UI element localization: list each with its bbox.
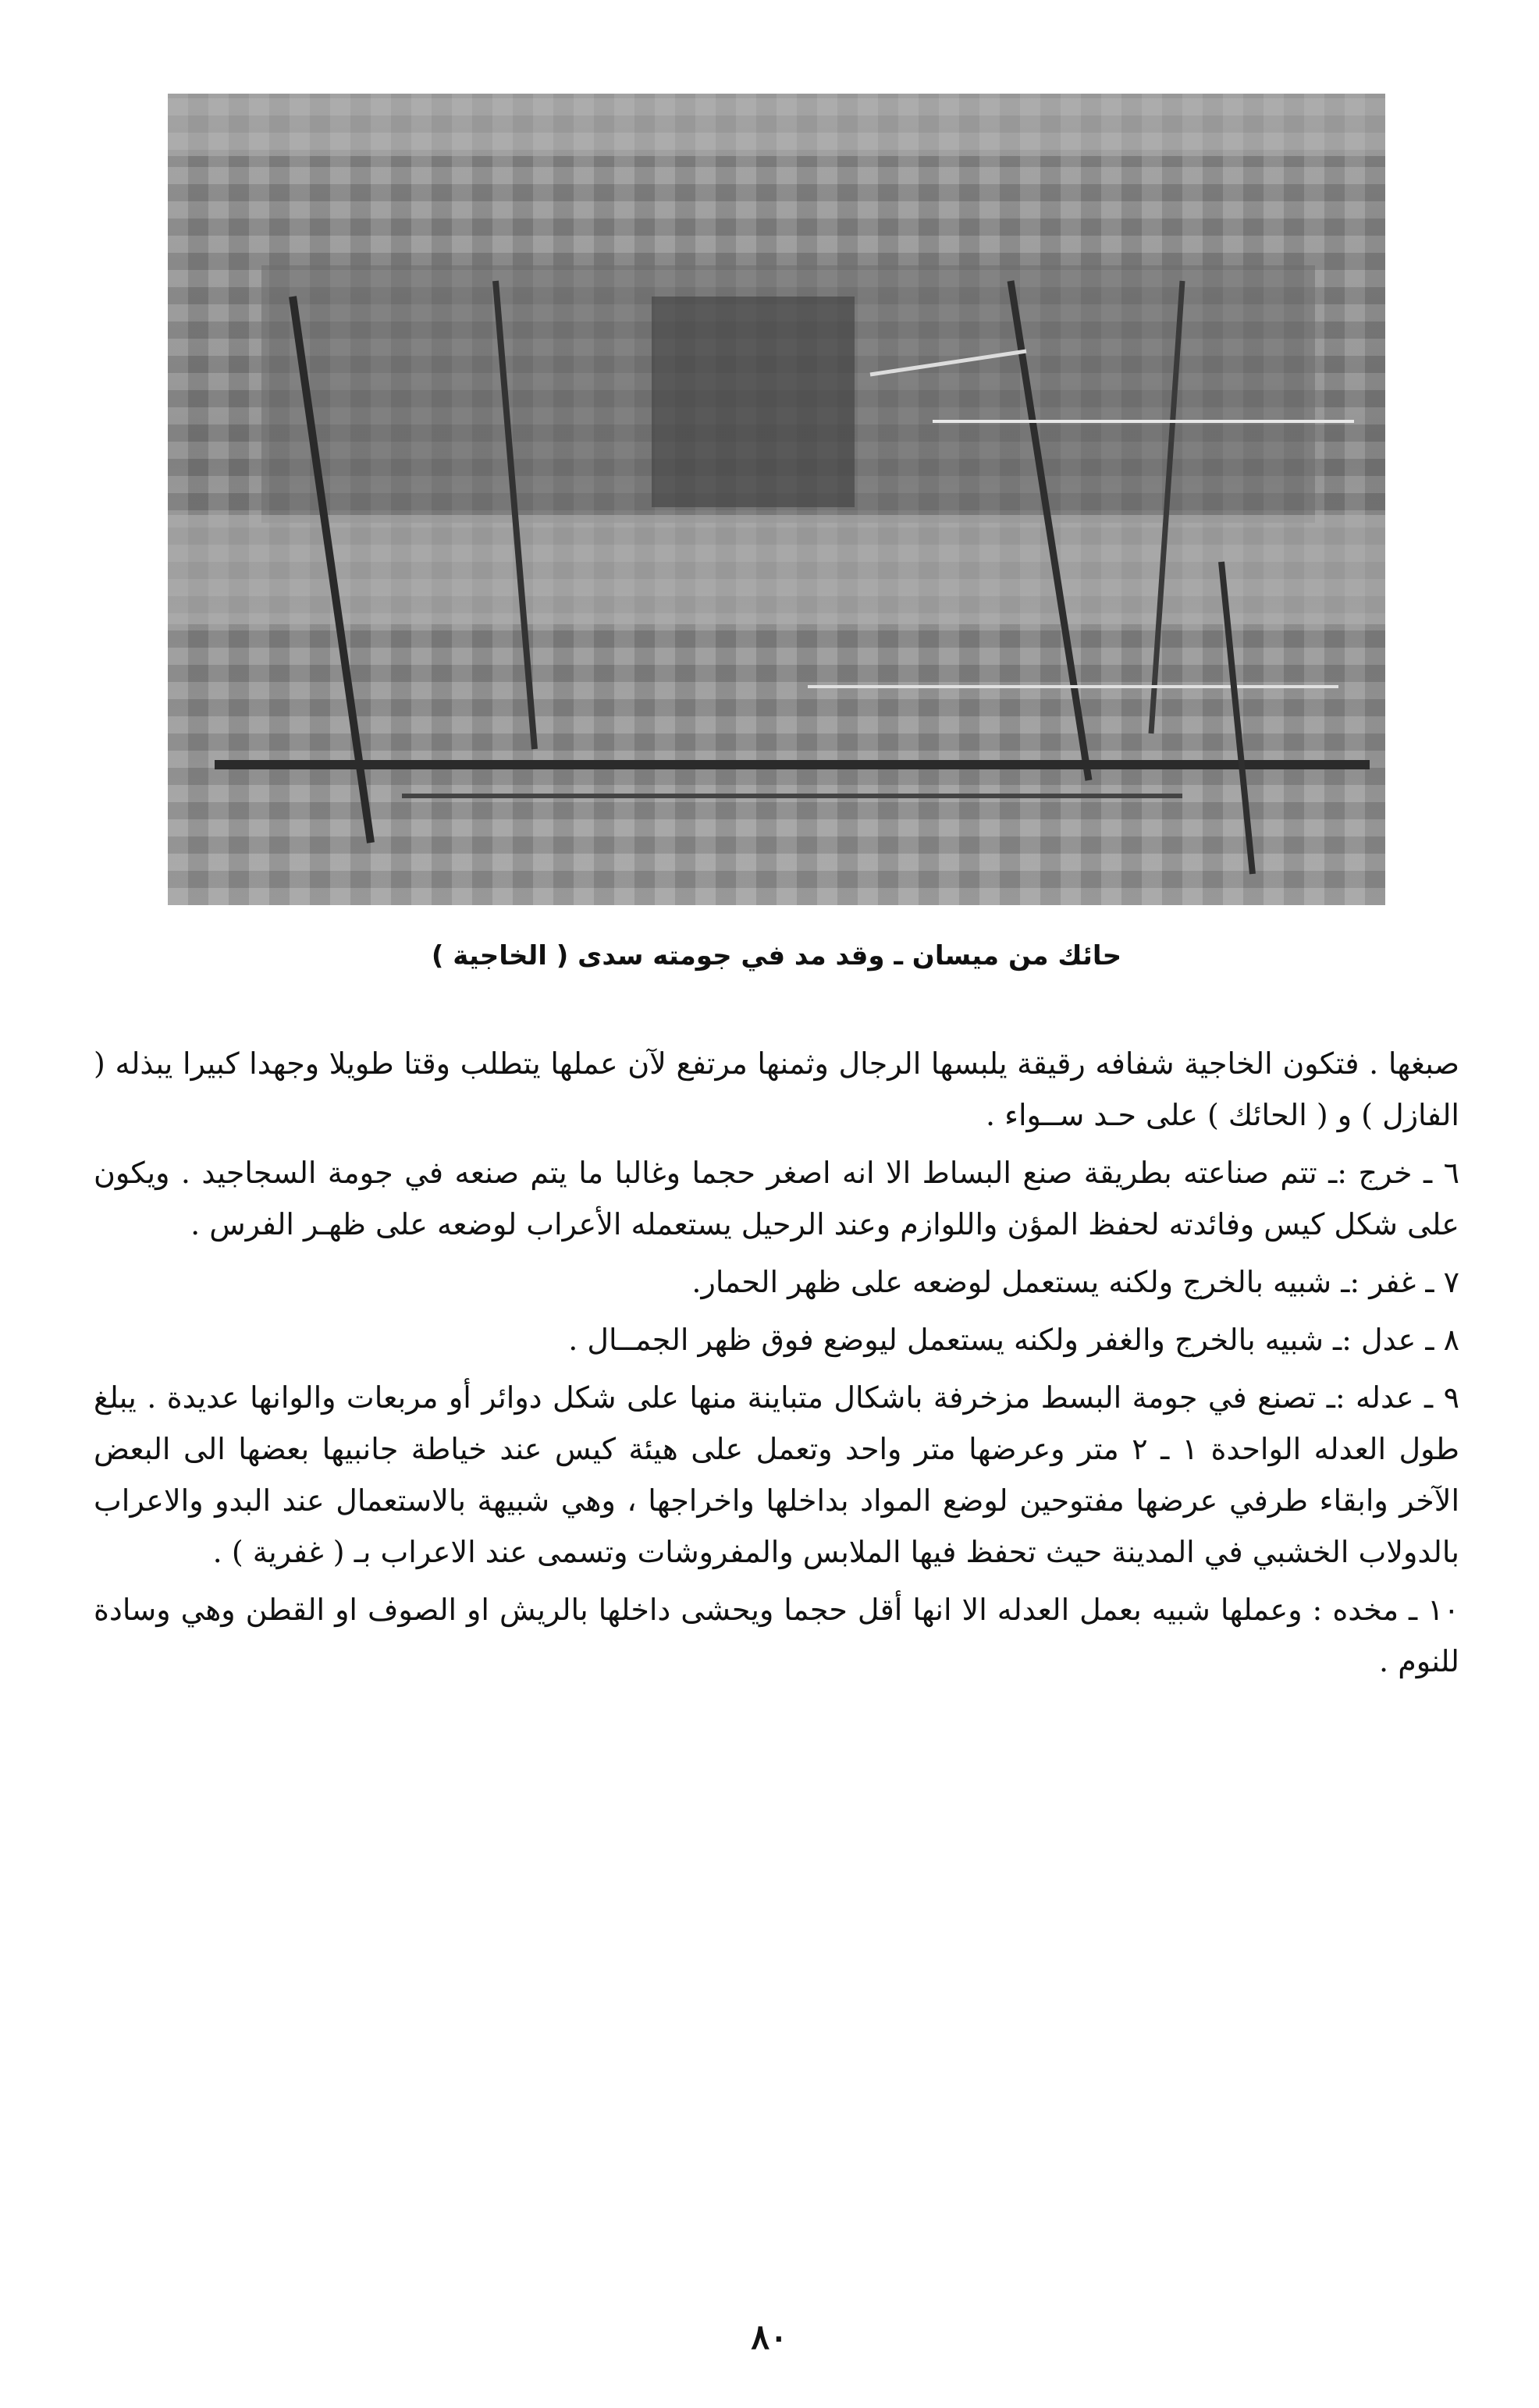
loom-photo-illustration bbox=[168, 94, 1385, 905]
paragraph-item-9: ٩ ـ عدله :ـ تصنع في جومة البسط مزخرفة باشكال متباينة منها على شكل دوائر أو مربعات والوانها عديدة . يبلغ طول العدله الواحدة ١ ـ ٢ متر وعرضها متر واحد وتعمل على هيئة كيس عند خياطة جانبيها بعضها الى البعض الآخر وابقاء طرفي عرضها مفتوحين لوضع المواد بداخلها واخراجها ، وهي شبيهة بالاستعمال عند البدو والاعراب بالدولاب الخشبي في المدينة حيث تحفظ فيها الملابس والمفروشات وتسمى عند الاعراب بـ ( غفرية ) . bbox=[94, 1380, 1459, 1569]
paragraph-item-8: ٨ ـ عدل :ـ شبيه بالخرج والغفر ولكنه يستعمل ليوضع فوق ظهر الجمــال . bbox=[568, 1323, 1459, 1357]
paragraph-item-10: ١٠ ـ مخده : وعملها شبيه بعمل العدله الا انها أقل حجما ويحشى داخلها بالريش او الصوف او القطن وهي وسادة للنوم . bbox=[94, 1593, 1459, 1678]
page-number: ٨٠ bbox=[751, 2317, 788, 2357]
paragraph-intro: صبغها . فتكون الخاجية شفافه رقيقة يلبسها الرجال وثمنها مرتفع لآن عملها يتطلب وقتا طويلا وجهدا كبيرا يبذله ( الفازل ) و ( الحائك ) على حـد ســواء . bbox=[94, 1046, 1459, 1132]
paragraph-item-7: ٧ ـ غفر :ـ شبيه بالخرج ولكنه يستعمل لوضعه على ظهر الحمار. bbox=[691, 1265, 1459, 1299]
loom-photo bbox=[168, 94, 1385, 905]
photo-caption: حائك من ميسان ـ وقد مد في جومته سدى ( الخاجية ) bbox=[431, 940, 1122, 971]
body-text bbox=[94, 1038, 1459, 1693]
paragraph-item-6: ٦ ـ خرج :ـ تتم صناعته بطريقة صنع البساط الا انه اصغر حجما وغالبا ما يتم صنعه في جومة السجاجيد . ويكون على شكل كيس وفائدته لحفظ المؤن واللوازم وعند الرحيل يستعمله الأعراب لوضعه على ظهـر الفرس . bbox=[94, 1156, 1459, 1241]
